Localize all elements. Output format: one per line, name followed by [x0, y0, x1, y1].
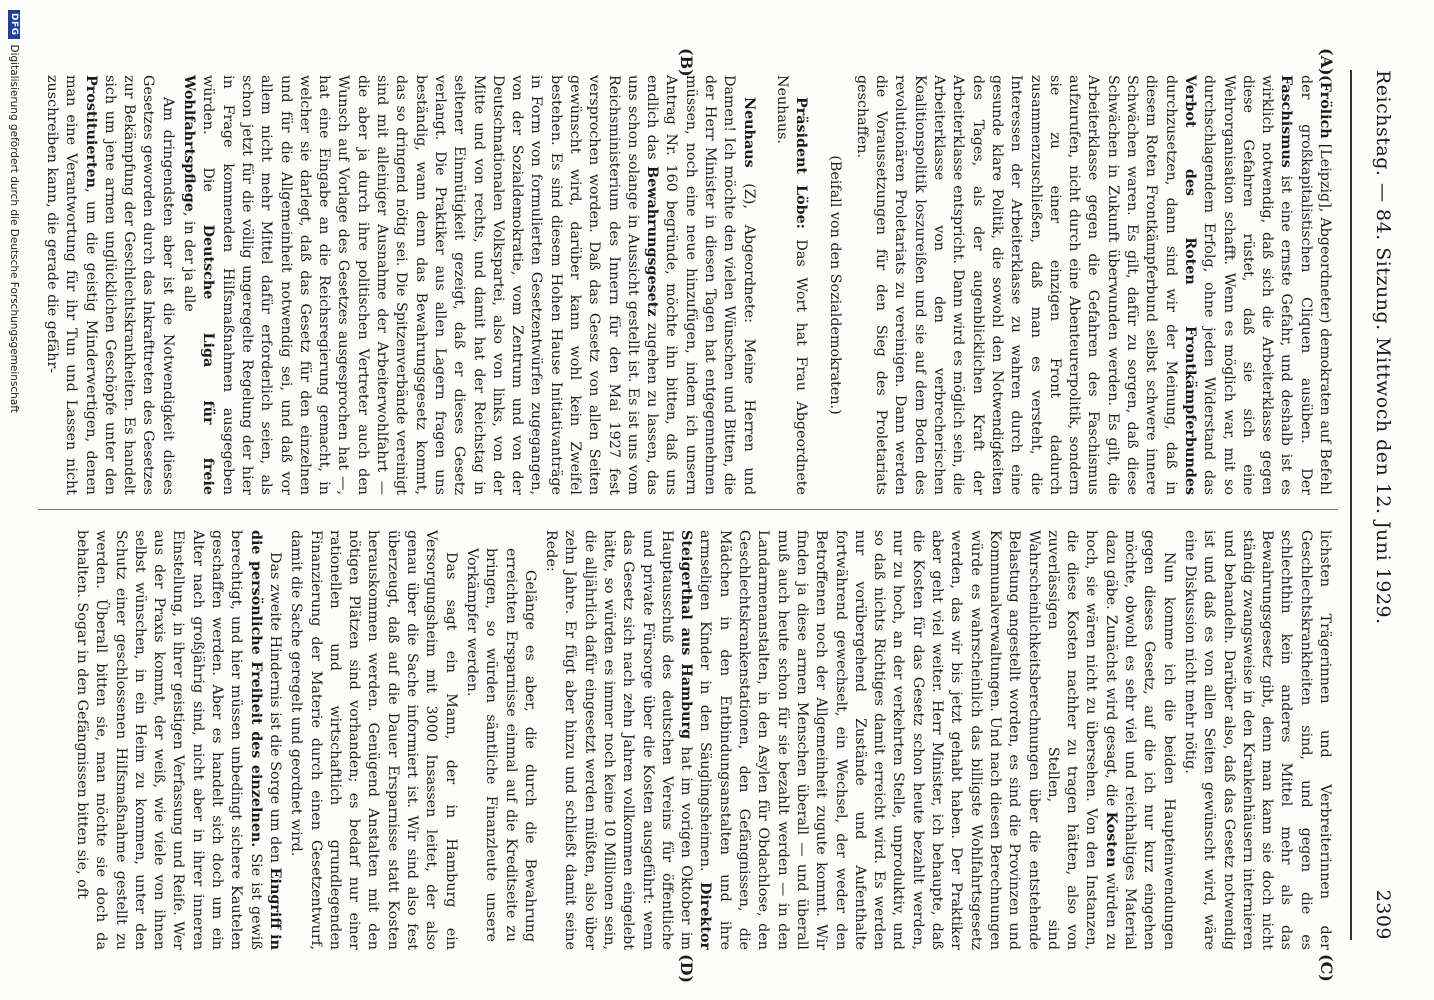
paragraph: Nun komme ich die beiden Haupteinwendungen gegen dieses Gesetz, auf die ich nur kurz eingehen möchte, obwohl es sehr viel und reichhaltiges Material dazu gäbe. Zunächst wird gesagt, die Kosten würden zu hoch, sie wären nicht zu übersehen. Von den Instanzen, die diese Kosten nachher zu tragen hätten, also von zuverlässigen Stellen, sind Wahrscheinlichkeitsberechnungen über die entstehende Belastung angestellt worden, es sind die Provinzen und Kommunalverwaltungen. Und nach diesen Berechnungen würde es wahrscheinlich das billigste Wohlfahrtsgesetz werden, das wir bis jetzt gehabt haben. Der Praktiker aber geht viel weiter. Herr Minister, ich behaupte, daß die Kosten für das Gesetz schon heute bezahlt werden, nur zu hoch, an der verkehrten Stelle, unproduktiv, und so daß nichts Richtiges damit erreicht wird. Es werden nur vorübergehend Zustände und Aufenthalte fortwährend gewechselt, ein Wechsel, der weder den Betroffenen noch der Allgemeinheit zugute kommt. Wir finden ja diese armen Menschen überall — und überall muß auch heute schon für sie bezahlt werden — in den Landarmenanstalten, in den Asylen für Obdachlose, den Geschlechtskrankenstationen, den Gefängnissen, die Mädchen in den Entbindungsanstalten und ihre armseligen Kinder in den Säuglingsheimen. Direktor Steigerthal aus Hamburg hat im vorigen Oktober im Hauptausschuß des deutschen Vereins für öffentliche und private Fürsorge über die Kosten ausgeführt: wenn das Gesetz sich nach zehn Jahren vollkommen eingelebt hätte, so würden es immer noch keine 10 Millionen sein, die alljährlich dafür eingesetzt werden müßten, also über zehn Jahre. Er fügt aber hinzu und schließt damit seine Rede: [543, 530, 1177, 950]
column-separator [38, 509, 1338, 510]
speaker-name: Präsident Löbe: [793, 97, 810, 229]
speaker-name: Neuhaus [740, 97, 757, 168]
paragraph: (Frölich [Leipzig], Abgeordneter) demokraten auf Befehl der großkapitalistischen Cliquen ausüben. Der Faschismus ist eine ernste Gefahr, und deshalb ist es wirklich notwendig, daß sich die Arbeiterklasse gegen diese Gefahren rüstet, daß sie sich eine Wehrorganisation schafft. Wenn es möglich war, mit so durchschlagendem Erfolg, ohne jeden Widerstand das Verbot des Roten Frontkämpferbundes durchzusetzen, dann sind wir der Meinung, daß in diesem Roten Frontkämpferbund selbst schwere innere Schwächen waren. Es gilt, dafür zu sorgen, daß diese Schwächen in Zukunft überwunden werden. Es gilt, die Arbeiterklasse gegen die Gefahren des Faschismus aufzurufen, nicht durch eine Abenteurerpolitik, sondern sie zu einer einzigen Front dadurch zusammenzuschließen, daß man es versteht, die Interessen der Arbeiterklasse zu wahren durch eine gesunde klare Politik, die sowohl den Notwendigkeiten des Tages, als der augenblicklichen Kraft der Arbeiterklasse entspricht. Dann wird es möglich sein, die Arbeiterklasse von den verbrecherischen Koalitionspolitik loszureißen und sie auf dem Boden des revolutionären Proletariats zu vereinigen. Dann werden die Voraussetzungen für den Sieg des Proletariats geschaffen. [853, 75, 1333, 495]
paragraph: Am dringendsten aber ist die Notwendigkeit dieses Gesetzes geworden durch das Inkrafttreten des Gesetzes zur Bekämpfung der Geschlechtskrankheiten. Es handelt sich um jene armen unglücklichen Geschöpfe unter den Prostituierten, um die geistig Minderwertigen, denen man eine Verantwortung für ihr Tun und Lassen nicht zuschreiben kann, die gerade die gefähr- [44, 75, 176, 495]
footer-text: Digitalisierung gefördert durch die Deutsche Forschungsgemeinschaft [8, 44, 20, 413]
dfg-logo: DFG [8, 10, 20, 39]
running-head: Reichstag. — 84. Sitzung. Mittwoch den 12. Juni 1929. [1372, 70, 1394, 625]
margin-marker-c: (C) [1317, 954, 1336, 982]
paragraph: Präsident Löbe: Das Wort hat Frau Abgeordnete Neuhaus. [773, 75, 810, 495]
margin-marker-a: (A) [1317, 48, 1336, 76]
paragraph: Das zweite Hindernis ist die Sorge um den Eingriff in die persönliche Freiheit des einzelnen. Sie ist gewiß berechtigt, und hier müssen unbedingt sichere Kautelen geschaffen werden. Aber es handelt sich doch um ein Alter nach großjährig sind, nicht aber in ihrer inneren Einstellung, in ihrer geistigen Verfassung und Reife. Wer aus der Praxis kommt, der weiß, wie viele von ihnen selbst wünschen, in ein Heim zu kommen, unter den Schutz einer geschlossenen Hilfsmaßnahme gestellt zu werden. Überall bitten sie, man möchte sie doch da behalten. Sogar in den Gefängnissen bitten sie, oft [74, 530, 283, 950]
quote: Gelänge es aber, die durch die Bewahrung erreichten Ersparnisse einmal auf die Kreditseite zu bringen, so würden sämtliche Finanzleute unsere Vorkämpfer werden. [463, 548, 538, 942]
page-header [1354, 70, 1394, 940]
digitization-footer [4, 10, 24, 1000]
margin-marker-d: (D) [677, 954, 696, 984]
paragraph: Neuhaus (Z), Abgeordnete: Meine Herren und Damen! Ich möchte den vielen Wünschen und Bitten, die der Herr Minister in diesen Tagen hat entgegennehmen müssen, noch eine neue hinzufügen, indem ich unsern Antrag Nr. 160 begründe, möchte ihn bitten, daß uns endlich das Bewahrungsgesetz zugehen zu lassen, das uns schon solange in Aussicht gestellt ist. Es ist uns vom Reichsministerium des Innern für den Mai 1927 fest versprochen worden. Daß das Gesetz von allen Seiten gewünscht wird, darüber kann wohl kein Zweifel bestehen. Es sind diesem Hohen Hause Initiativanträge in Form von formulierten Gesetzentwürfen zugegangen, von der Sozialdemokratie, vom Zentrum und von der Deutschnationalen Volkspartei, also von links, von der Mitte und von rechts, und damit hat der Reichstag in seltener Einmütigkeit gezeigt, daß er dieses Gesetz verlangt. Die Praktiker aus allen Lagern fragen uns beständig, wann denn das Bewahrungsgesetz kommt, das so dringend nötig sei. Die Spitzenverbände vereinigt sind mit alleiniger Ausnahme der Arbeiterwohlfahrt — die aber ja durch ihre politischen Vertreter auch den Wunsch auf Vorlage des Gesetzes ausgesprochen hat —, hat eine Eingabe an die Reichsregierung gemacht, in welcher sie darlegt, daß das Gesetz für den einzelnen und für die Allgemeinheit notwendig sei, und daß vor allem nicht mehr Mittel dafür erforderlich seien, als schon jetzt für die völlig ungeregelte Regelung der hier in Frage kommenden Hilfsmaßnahmen ausgegeben würden. Die Deutsche Liga für freie Wohlfahrtspflege, in der ja alle [181, 75, 757, 495]
left-column [34, 75, 1334, 495]
header-rule [1350, 70, 1352, 940]
margin-marker-b: (B) [677, 48, 696, 77]
paragraph: Das sagt ein Mann, der in Hamburg ein Versorgungsheim mit 3000 Insassen leitet, der also genau über die Sache informiert ist. Wir sind also fest überzeugt, daß auf die Dauer Ersparnisse statt Kosten herauskommen werden. Genügend Anstalten mit den nötigen Plätzen sind vorhanden; es bedarf nur einer rationellen und wirtschaftlich grundlegenden Finanzierung der Materie durch einen Gesetzentwurf, damit die Sache geregelt und geordnet wird. [288, 530, 459, 950]
page-number: 2309 [1372, 889, 1394, 940]
speaker-name: (Frölich [1317, 75, 1333, 139]
applause-note: (Beifall von den Sozialdemokraten.) [826, 155, 843, 415]
right-column [34, 530, 1334, 950]
paragraph: lichsten Trägerinnen und Verbreiterinnen der Geschlechtskrankheiten sind, und gegen die es schlechthin kein anderes Mittel mehr als das Bewahrungsgesetz gibt, denn man kann sie doch nicht ständig zwangsweise in den Krankenhäusern internieren und behandeln. Darüber also, daß das Gesetz notwendig ist und daß es von allen Seiten gewünscht wird, wäre eine Diskussion nicht mehr nötig. [1181, 530, 1333, 950]
